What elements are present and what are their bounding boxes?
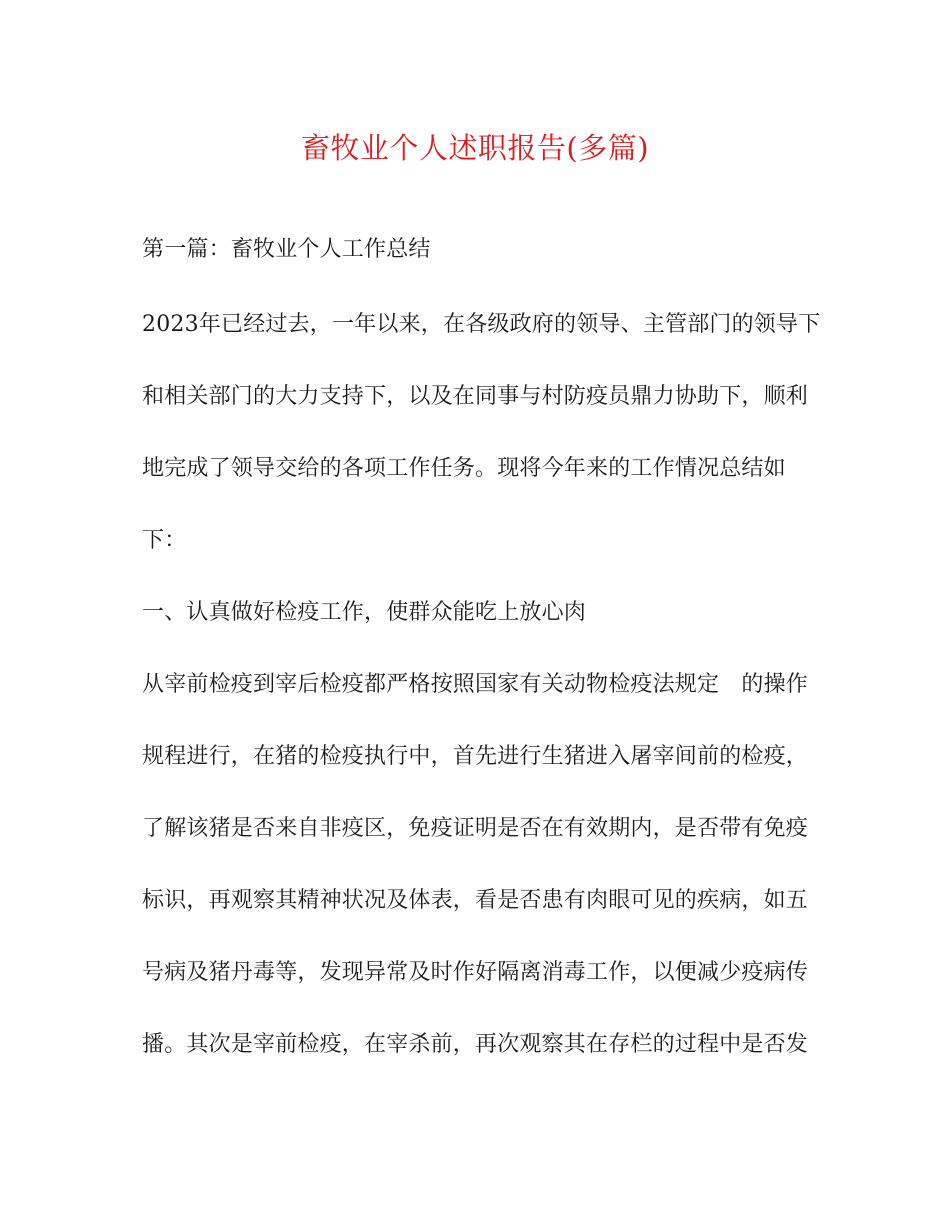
document-title: 畜牧业个人述职报告(多篇) — [300, 131, 650, 165]
paragraph-line: 地完成了领导交给的各项工作任务。现将今年来的工作情况总结如 — [142, 456, 786, 481]
paragraph-line: 标识，再观察其精神状况及体表，看是否患有肉眼可见的疾病，如五 — [142, 888, 809, 913]
paragraph-line: 了解该猪是否来自非疫区，免疫证明是否在有效期内，是否带有免疫 — [142, 816, 809, 841]
section-heading: 一、认真做好检疫工作，使群众能吃上放心肉 — [142, 600, 587, 625]
paragraph-line: 号病及猪丹毒等，发现异常及时作好隔离消毒工作，以便减少疫病传 — [142, 960, 809, 985]
section-heading: 第一篇：畜牧业个人工作总结 — [142, 237, 431, 262]
paragraph-line: 从宰前检疫到宰后检疫都严格按照国家有关动物检疫法规定 的操作 — [142, 672, 809, 697]
paragraph-line: 规程进行，在猪的检疫执行中，首先进行生猪进入屠宰间前的检疫， — [142, 744, 809, 769]
paragraph-line: 播。其次是宰前检疫，在宰杀前，再次观察其在存栏的过程中是否发 — [142, 1032, 809, 1057]
paragraph-line: 2023年已经过去，一年以来，在各级政府的领导、主管部门的领导下 — [142, 312, 821, 337]
paragraph-line: 下： — [142, 528, 187, 553]
paragraph-line: 和相关部门的大力支持下，以及在同事与村防疫员鼎力协助下，顺利 — [142, 384, 809, 409]
